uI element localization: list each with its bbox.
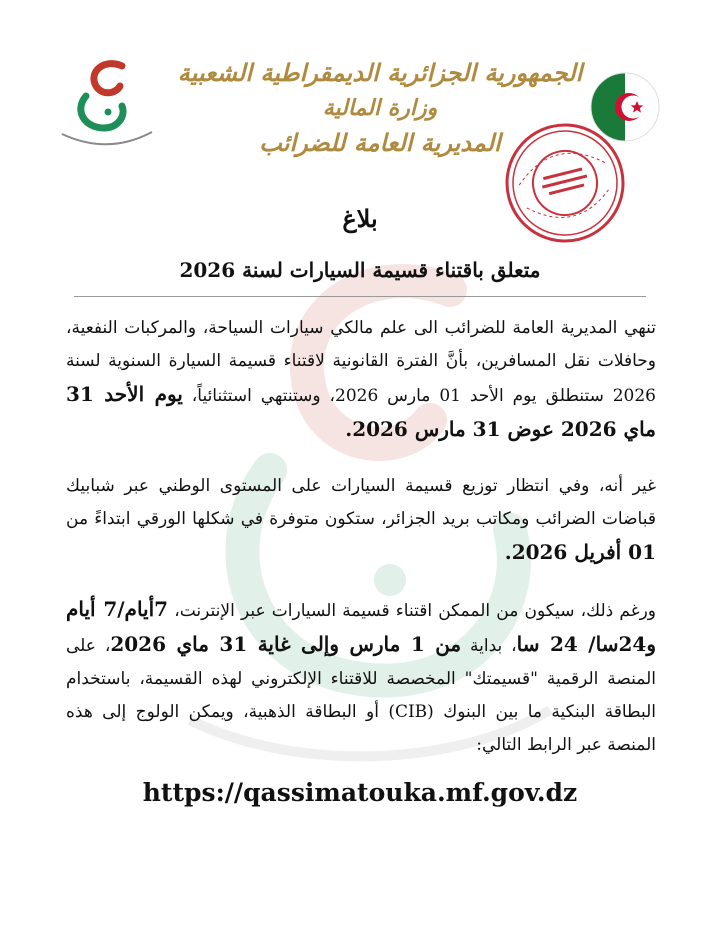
- dgi-logo-icon: [52, 52, 160, 152]
- platform-link[interactable]: https://qassimatouka.mf.gov.dz: [142, 778, 578, 807]
- paragraph-3-text-c: ، على المنصة الرقمية "قسيمتك" المخصصة للاقتناء الإلكتروني لهذه القسيمة، باستخدام البطاقة البنكية ما بين البنوك (CIB) أو البطاقة الذهبية، ويمكن الولوج إلى هذه المنصة عبر الرابط التالي:: [66, 636, 657, 755]
- paragraph-3-bold-a: 7أيام/7 أيام و24سا/ 24 سا: [66, 597, 656, 656]
- document-subtitle: متعلق باقتناء قسيمة السيارات لسنة 2026: [179, 258, 541, 282]
- paragraph-3-bold-b: من 1 مارس وإلى غاية 31 ماي 2026: [110, 632, 462, 656]
- paragraph-2-bold: 01 أفريل 2026.: [504, 540, 656, 564]
- paragraph-1: [66, 312, 656, 448]
- divider: [74, 296, 646, 297]
- header-republic: الجمهورية الجزائرية الديمقراطية الشعبية: [177, 58, 583, 87]
- paragraph-3-text-b: ، بداية: [461, 636, 517, 656]
- paragraph-1-text: تنهي المديرية العامة للضرائب الى علم مالكي سيارات السياحة، والمركبات النفعية، وحافلات نقل المسافرين، بأنَّ الفترة القانونية لاقتناء قسيمة السيارة السنوية لسنة 2026 ستنطلق يوم الأحد 01 مارس 2026، وستنتهي استثنائياً،: [66, 318, 656, 406]
- document-title: بلاغ: [342, 204, 378, 233]
- paragraph-3: [66, 593, 656, 762]
- paragraph-1-bold: يوم الأحد 31 ماي 2026 عوض 31 مارس 2026.: [66, 382, 656, 441]
- paragraph-2-text: غير أنه، وفي انتظار توزيع قسيمة السيارات على المستوى الوطني عبر شبابيك قباضات الضرائب ومكاتب بريد الجزائر، ستكون متوفرة في شكلها الورقي ابتداءً من: [66, 476, 656, 529]
- header-directorate: المديرية العامة للضرائب: [259, 128, 501, 157]
- paragraph-2: [66, 470, 656, 571]
- paragraph-3-text-a: ورغم ذلك، سيكون من الممكن اقتناء قسيمة السيارات عبر الإنترنت،: [168, 601, 657, 621]
- document-body: [66, 312, 656, 784]
- header-institution: [170, 55, 590, 161]
- header-ministry: وزارة المالية: [322, 95, 438, 121]
